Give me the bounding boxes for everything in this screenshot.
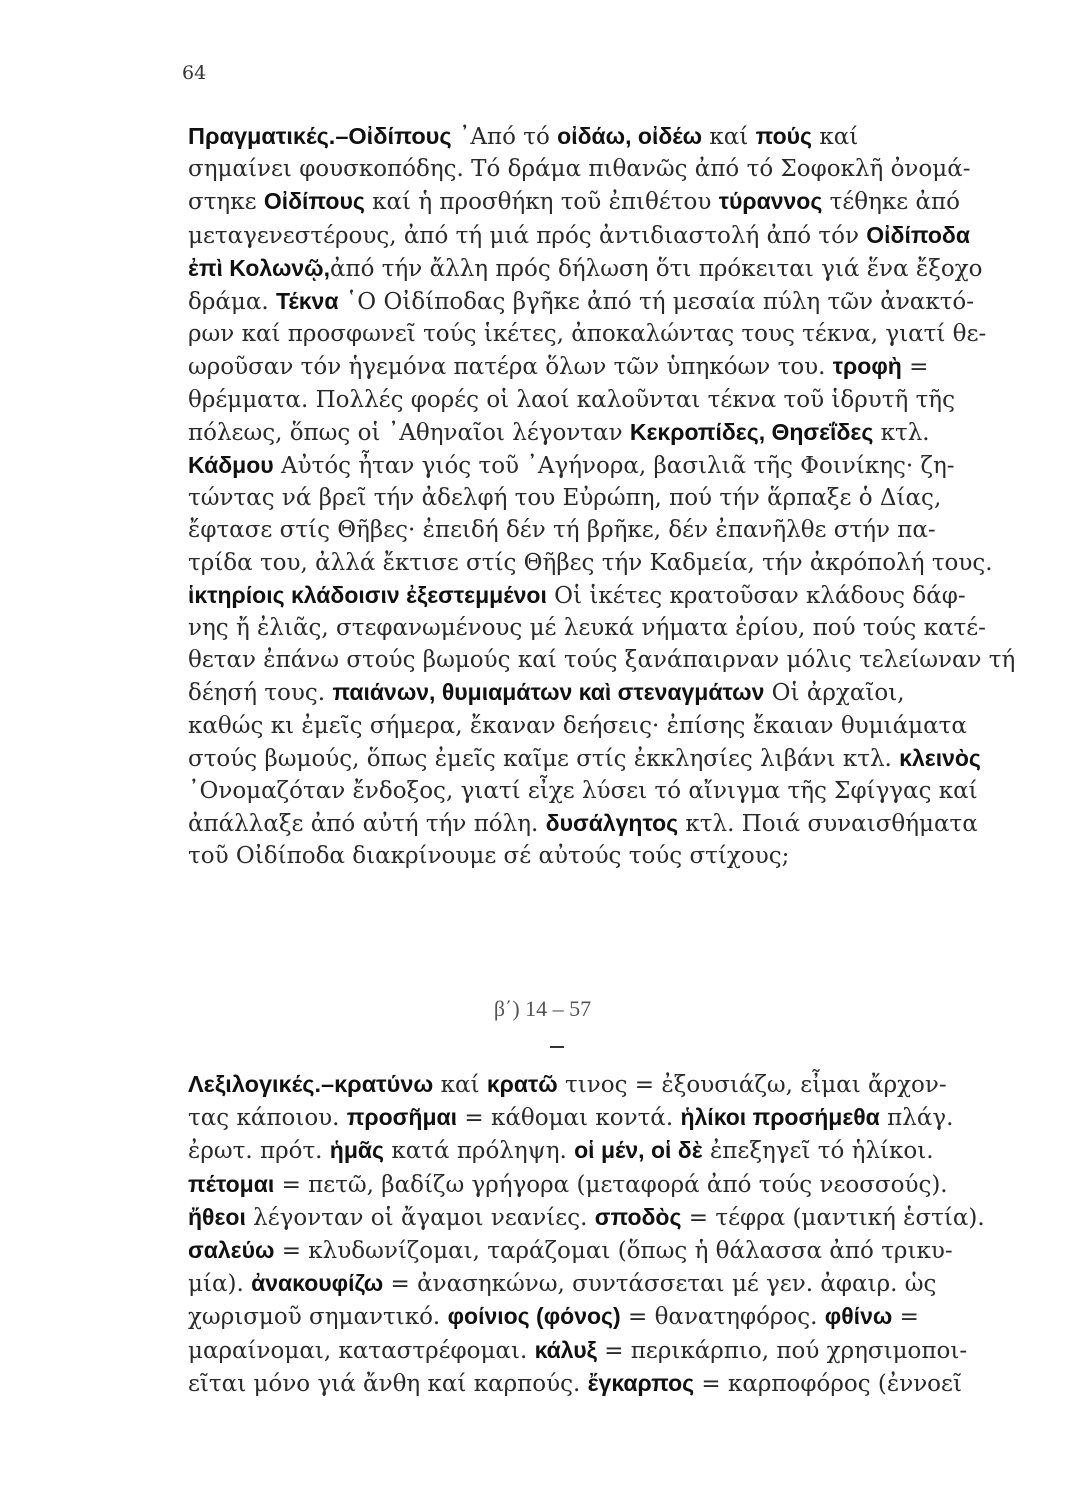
text-line — [188, 644, 1048, 676]
lemma-term: παιάνων, θυμιαμάτων καὶ στεναγμάτων — [332, 679, 765, 706]
text-line — [188, 416, 1048, 449]
lemma-term: σαλεύω — [188, 1237, 275, 1264]
commentary-text: ἀπάλλαξε ἀπό αὐτή τήν πόλη. — [188, 811, 546, 838]
commentary-text: χωρισμοῦ σημαντικό. — [188, 1304, 448, 1331]
verse-range-heading: β΄) 14 – 57 — [493, 996, 592, 1021]
lemma-term: ἀνακουφίζω — [251, 1270, 384, 1297]
commentary-text: = καρποφόρος (ἐννοεῖ — [694, 1370, 962, 1397]
text-line — [188, 1134, 1048, 1167]
text-line — [188, 384, 1048, 416]
lemma-term: τροφὴ — [832, 353, 902, 380]
commentary-text: τέθηκε ἀπό — [822, 189, 960, 216]
commentary-text: δέησή τους. — [188, 680, 333, 707]
lemma-term: σποδὸς — [594, 1203, 682, 1230]
text-line — [188, 840, 1048, 872]
commentary-text: θεταν ἐπάνω στούς βωμούς καί τούς ξανάπαιρναν μόλις τελείωναν τή — [188, 647, 1016, 674]
commentary-text: τρίδα του, ἀλλά ἔκτισε στίς Θῆβες τήν Καδμεία, τήν ἀκρόπολή τους. — [188, 549, 993, 576]
commentary-text: τοῦ Οἰδίποδα διακρίνουμε σέ αὐτούς τούς στίχους; — [188, 843, 790, 870]
text-line — [188, 514, 1048, 546]
commentary-text: Οἱ ἀρχαῖοι, — [764, 680, 905, 707]
commentary-text: ἐπεξηγεῖ τό ἡλίκοι. — [702, 1138, 934, 1165]
lemma-term: οἰδάω, οἰδέω — [557, 123, 703, 149]
lemma-term: τύραννος — [718, 188, 823, 215]
text-line — [188, 219, 1048, 252]
text-line — [188, 1168, 1048, 1201]
text-line — [188, 482, 1048, 514]
commentary-text: ᾿Από τό — [451, 124, 558, 150]
commentary-text: ῾Ο Οἰδίποδας βγῆκε ἀπό τή μεσαία πύλη τῶν ἀνακτό- — [338, 289, 975, 316]
commentary-text: μεταγενεστέρους, ἀπό τή μιά πρός ἀντιδιαστολή ἀπό τόν — [188, 222, 867, 249]
commentary-text: μία). — [188, 1271, 252, 1298]
text-line — [188, 1367, 1048, 1400]
commentary-text: καί — [433, 1072, 487, 1098]
commentary-text: λέγονταν οἱ ἄγαμοι νεανίες. — [245, 1204, 595, 1231]
lemma-term: οἱ μέν, οἱ δὲ — [574, 1137, 703, 1164]
text-line — [188, 612, 1048, 644]
commentary-text: καθώς κι ἐμεῖς σήμερα, ἔκαναν δεήσεις· ἐπίσης ἔκαιαν θυμιάματα — [188, 712, 967, 739]
text-line — [188, 1300, 1048, 1333]
commentary-text: μαραίνομαι, καταστρέφομαι. — [188, 1337, 535, 1364]
commentary-text: σημαίνει φουσκοπόδης. Τό δράμα πιθανῶς ἀπό τό Σοφοκλῆ ὀνομά- — [188, 156, 971, 183]
commentary-text: = κλυδωνίζομαι, ταράζομαι (ὅπως ἡ θάλασσα ἀπό τρικυ- — [274, 1238, 953, 1265]
text-line — [188, 1201, 1048, 1234]
commentary-section-pragmatikes — [188, 120, 1048, 873]
commentary-text: ἀπό τήν ἄλλη πρός δήλωση ὅτι πρόκειται γιά ἕνα ἔξοχο — [330, 255, 983, 282]
lemma-term: Κάδμου — [188, 452, 274, 479]
text-line — [188, 285, 1048, 318]
commentary-text: καί — [812, 124, 859, 150]
commentary-text: δράμα. — [188, 289, 277, 316]
commentary-text: = περικάρπιο, πού χρησιμοποι- — [596, 1337, 968, 1364]
commentary-text: Αὐτός ἦταν γιός τοῦ ᾿Αγήνορα, βασιλιᾶ τῆς Φοινίκης· ζη- — [273, 453, 955, 480]
lemma-term: φοίνιος (φόνος) — [447, 1303, 621, 1330]
commentary-text: στούς βωμούς, ὅπως ἐμεῖς καῖμε στίς ἐκκλησίες λιβάνι κτλ. — [188, 745, 900, 772]
commentary-text: = — [892, 1304, 919, 1331]
commentary-text: καί — [702, 124, 756, 150]
commentary-section-lexilogikes — [188, 1068, 1048, 1400]
commentary-text: = — [901, 354, 929, 381]
lemma-term: κρατῶ — [486, 1071, 558, 1097]
commentary-text: = πετῶ, βαδίζω γρήγορα (μεταφορά ἀπό τούς νεοσσούς). — [274, 1171, 948, 1198]
commentary-text: = τέφρα (μαντική ἑστία). — [681, 1204, 985, 1231]
commentary-text: ἐρωτ. πρότ. — [188, 1138, 330, 1165]
commentary-text: κτλ. — [873, 419, 930, 446]
commentary-text: τώντας νά βρεῖ τήν ἀδελφή του Εὐρώπη, πού τήν ἅρπαξε ὁ Δίας, — [188, 485, 942, 512]
text-line — [188, 742, 1048, 775]
commentary-text: ωροῦσαν τόν ἡγεμόνα πατέρα ὅλων τῶν ὑπηκόων του. — [188, 354, 833, 381]
commentary-text: Οἱ ἱκέτες κρατοῦσαν κλάδους δάφ- — [546, 582, 966, 609]
commentary-text: ρων καί προσφωνεῖ τούς ἱκέτες, ἀποκαλώντας τους τέκνα, γιατί θε- — [188, 321, 987, 348]
commentary-text: = ἀνασηκώνω, συντάσσεται μέ γεν. ἀφαιρ. ὡς — [383, 1271, 937, 1298]
commentary-text: πόλεως, ὅπως οἱ ᾿Αθηναῖοι λέγονταν — [188, 419, 630, 446]
commentary-text: τινος = ἐξουσιάζω, εἶμαι ἄρχον- — [557, 1072, 947, 1098]
lemma-term: ἔγκαρπος — [587, 1369, 695, 1396]
section-heading: Πραγματικές.–Οἰδίπους — [188, 123, 452, 149]
text-line — [188, 120, 1048, 153]
lemma-term: Οἰδίπους — [263, 188, 365, 215]
lemma-term: κλεινὸς — [899, 744, 981, 771]
text-line — [188, 318, 1048, 350]
text-line — [188, 449, 1048, 482]
commentary-text: εῖται μόνο γιά ἄνθη καί καρπούς. — [188, 1370, 588, 1397]
text-line — [188, 350, 1048, 383]
lemma-term: Οἰδίποδα — [866, 221, 970, 248]
lemma-term: πέτομαι — [188, 1170, 275, 1197]
lemma-term: κάλυξ — [534, 1336, 597, 1363]
commentary-text: ἔφτασε στίς Θῆβες· ἐπειδή δέν τή βρῆκε, δέν ἐπανῆλθε στήν πα- — [188, 517, 936, 544]
text-line — [188, 676, 1048, 709]
text-line — [188, 579, 1048, 612]
commentary-text: τας κάποιου. — [188, 1105, 347, 1132]
lemma-term: ἐπὶ Κολωνῷ, — [188, 254, 330, 281]
commentary-text: = κάθομαι κοντά. — [457, 1105, 681, 1132]
text-line — [188, 1068, 1048, 1101]
text-line — [188, 710, 1048, 742]
lemma-term: ἱκτηρίοις κλάδοισιν ἐξεστεμμένοι — [188, 581, 547, 608]
text-line — [188, 775, 1048, 807]
page-number: 64 — [182, 62, 207, 84]
commentary-text: θρέμματα. Πολλές φορές οἱ λαοί καλοῦνται τέκνα τοῦ ἱδρυτῆ τῆς — [188, 386, 955, 413]
lemma-term: ἡλίκοι προσήμεθα — [680, 1104, 880, 1131]
text-line — [188, 1334, 1048, 1367]
text-line — [188, 185, 1048, 218]
commentary-text: = θανατηφόρος. — [620, 1304, 825, 1331]
text-line — [188, 547, 1048, 579]
lemma-term: φθίνω — [824, 1303, 893, 1330]
lemma-term: ἡμᾶς — [329, 1137, 385, 1164]
lemma-term: πούς — [755, 123, 813, 149]
lemma-term: Τέκνα — [276, 288, 339, 315]
commentary-text: καί ἡ προσθήκη τοῦ ἐπιθέτου — [364, 189, 719, 216]
text-line — [188, 1234, 1048, 1267]
lemma-term: προσῆμαι — [346, 1104, 458, 1131]
commentary-text: ᾿Ονομαζόταν ἔνδοξος, γιατί εἶχε λύσει τό αἴνιγμα τῆς Σφίγγας καί — [188, 778, 978, 805]
text-line — [188, 153, 1048, 185]
commentary-text: πλάγ. — [879, 1105, 954, 1132]
section-heading: Λεξιλογικές.–κρατύνω — [188, 1071, 434, 1097]
section-divider-dash — [550, 1046, 564, 1048]
commentary-text: κατά πρόληψη. — [384, 1138, 575, 1165]
text-line — [188, 1101, 1048, 1134]
text-line — [188, 252, 1048, 285]
commentary-text: νης ἤ ἐλιᾶς, στεφανωμένους μέ λευκά νήματα ἐρίου, πού τούς κατέ- — [188, 615, 986, 642]
commentary-text: στηκε — [188, 189, 264, 216]
text-line — [188, 1267, 1048, 1300]
commentary-text: κτλ. Ποιά συναισθήματα — [678, 811, 978, 838]
lemma-term: δυσάλγητος — [545, 810, 679, 837]
text-line — [188, 807, 1048, 840]
lemma-term: Κεκροπίδες, Θησεΐδες — [629, 418, 874, 445]
lemma-term: ἤθεοι — [188, 1203, 246, 1230]
